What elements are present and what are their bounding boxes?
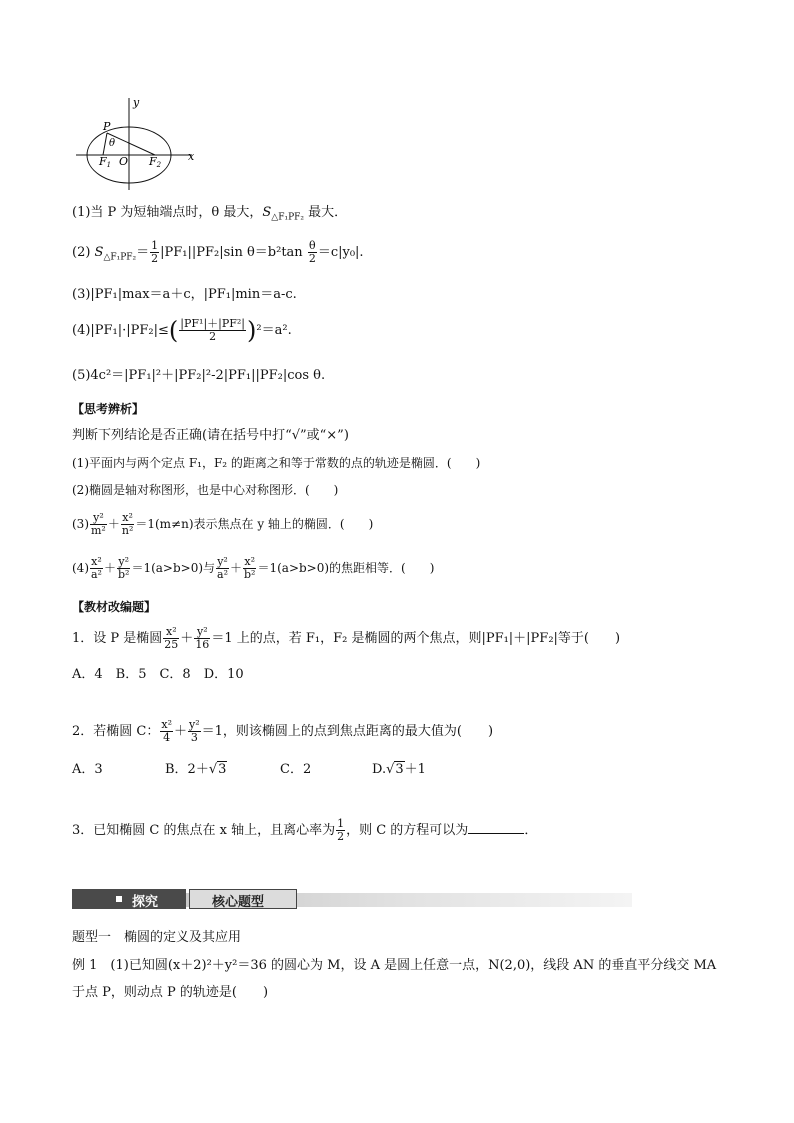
numerator: x² — [161, 718, 172, 731]
judge-q2: (2)椭圆是轴对称图形，也是中心对称图形．( ) — [72, 483, 339, 497]
q4-frac-4 — [243, 556, 256, 581]
property-1-end: 最大． — [303, 205, 348, 220]
judge-q1: (1)平面内与两个定点 F₁，F₂ 的距离之和等于常数的点的轨迹是椭圆．( ) — [72, 456, 481, 470]
property-3: (3)|PF₁|max＝a＋c，|PF₁|min＝a-c. — [72, 287, 297, 302]
denominator: m² — [91, 524, 106, 537]
numerator: y² — [90, 512, 107, 525]
problem-2-option-c: C．2 — [280, 762, 312, 777]
judge-q4 — [72, 556, 434, 581]
numerator: y² — [118, 555, 130, 568]
p2-end: ＝1，则该椭圆上的点到焦点距离的最大值为( ) — [201, 724, 494, 739]
banner-left-label: 探究 — [132, 895, 159, 910]
radicand: 3 — [395, 762, 404, 777]
property-2-prefix: (2) — [72, 245, 95, 260]
example-1-line-2: 于点 P，则动点 P 的轨迹是( ) — [72, 985, 269, 1000]
q4-frac-1 — [90, 556, 103, 581]
plus: ＋ — [180, 631, 194, 646]
numerator: |PF¹|＋|PF²| — [180, 317, 246, 330]
property-4-end: ²＝a². — [256, 323, 292, 338]
q3-prefix: (3) — [72, 517, 89, 531]
property-5: (5)4c²＝|PF₁|²＋|PF₂|²-2|PF₁||PF₂|cos θ. — [72, 368, 326, 383]
denominator: b² — [117, 568, 130, 581]
banner-dark-tab — [72, 889, 186, 909]
numerator: θ — [309, 239, 316, 252]
p2-frac-1 — [160, 719, 173, 744]
area-symbol: S — [94, 245, 104, 260]
plus: ＋ — [173, 724, 187, 739]
problem-2 — [72, 719, 493, 744]
label-P: P — [103, 120, 111, 133]
p1-frac-1 — [163, 626, 179, 651]
q4-frac-3 — [216, 556, 229, 581]
problem-3 — [72, 818, 537, 843]
numerator: x² — [244, 555, 256, 568]
p1-frac-2 — [194, 626, 210, 651]
fraction-half — [150, 240, 159, 265]
numerator: x² — [163, 626, 179, 639]
numerator: 1 — [337, 817, 345, 830]
option-b-prefix: B．2＋ — [165, 762, 209, 777]
p1-end: ＝1 上的点，若 F₁，F₂ 是椭圆的两个焦点，则|PF₁|＋|PF₂|等于( ) — [211, 631, 621, 646]
radicand: 3 — [218, 762, 227, 777]
label-x: x — [188, 150, 195, 163]
equals: ＝ — [136, 245, 150, 260]
property-1-text: (1)当 P 为短轴端点时，θ 最大， — [72, 205, 263, 220]
problem-1 — [72, 626, 620, 651]
judge-intro: 判断下列结论是否正确(请在括号中打“√”或“×”) — [72, 428, 349, 443]
denominator: 2 — [151, 252, 159, 265]
label-F1: F1 — [99, 155, 112, 169]
segment-PF1 — [103, 133, 107, 155]
q4-prefix: (4) — [72, 561, 89, 575]
area-subscript: △F₁PF₂ — [271, 212, 304, 223]
q4-mid: ＝1(a>b>0)与 — [131, 561, 216, 575]
denominator: b² — [244, 568, 256, 581]
option-d-end: ＋1 — [404, 762, 426, 777]
q4-end: ＝1(a>b>0)的焦距相等．( ) — [257, 561, 435, 575]
section-banner — [72, 889, 632, 911]
denominator: 16 — [195, 638, 210, 651]
section-think-label: 【思考辨析】 — [72, 402, 145, 416]
problem-2-option-d: D.√3＋1 — [372, 762, 426, 777]
denominator: n² — [121, 524, 134, 537]
problem-2-option-b: B．2＋√3 — [165, 762, 227, 777]
property-2-mid: |PF₁||PF₂|sin θ＝b²tan — [160, 245, 307, 260]
plus: ＋ — [107, 517, 120, 531]
problem-1-options: A．4 B．5 C．8 D．10 — [72, 667, 244, 682]
left-paren: ( — [168, 316, 179, 345]
label-y: y — [133, 96, 140, 109]
example-1-line-1: 例 1 (1)已知圆(x＋2)²＋y²＝36 的圆心为 M，设 A 是圆上任意一点，N(2,0)，线段 AN 的垂直平分线交 MA — [72, 958, 717, 973]
denominator: 2 — [209, 330, 217, 343]
denominator: 2 — [308, 252, 316, 265]
numerator: x² — [122, 511, 133, 524]
property-2-end: ＝c|y₀|. — [317, 245, 364, 260]
ellipse-diagram — [72, 94, 202, 194]
plus: ＋ — [230, 561, 243, 575]
numerator: y² — [217, 555, 228, 568]
label-theta: θ — [109, 138, 116, 149]
right-paren: ) — [247, 316, 257, 345]
numerator: x² — [91, 555, 102, 568]
fraction-theta-half — [308, 240, 317, 265]
section-textbook-label: 【教材改编题】 — [72, 600, 157, 614]
topic-title: 题型一 椭圆的定义及其应用 — [72, 930, 242, 945]
q4-frac-2 — [117, 556, 130, 581]
area-subscript: △F₁PF₂ — [103, 252, 137, 263]
p1-prefix: 1．设 P 是椭圆 — [72, 631, 163, 646]
label-F2: F2 — [149, 155, 162, 169]
numerator: y² — [189, 718, 200, 731]
p3-end: ，则 C 的方程可以为 — [346, 823, 469, 838]
q3-frac-1 — [90, 512, 107, 537]
banner-right-label: 核心题型 — [212, 895, 265, 910]
property-1 — [72, 205, 347, 226]
denominator: 25 — [164, 638, 179, 651]
p3-frac — [336, 818, 345, 843]
fraction-sum — [179, 318, 246, 343]
plus: ＋ — [103, 561, 116, 575]
denominator: 2 — [337, 830, 345, 843]
q3-end: ＝1(m≠n)表示焦点在 y 轴上的椭圆．( ) — [135, 517, 374, 531]
property-2 — [72, 240, 364, 266]
denominator: 3 — [190, 731, 198, 744]
denominator: a² — [91, 568, 102, 581]
p3-prefix: 3．已知椭圆 C 的焦点在 x 轴上，且离心率为 — [72, 823, 336, 838]
option-d-prefix: D. — [372, 762, 387, 777]
property-4 — [72, 318, 292, 343]
numerator: y² — [194, 626, 210, 639]
p2-frac-2 — [188, 719, 201, 744]
numerator: 1 — [151, 239, 159, 252]
area-symbol: S — [262, 205, 272, 220]
judge-q3 — [72, 512, 373, 537]
square-bullet-icon — [116, 896, 122, 902]
p3-dot: ． — [524, 823, 538, 838]
label-O: O — [119, 155, 129, 168]
answer-blank[interactable] — [468, 821, 524, 834]
problem-2-option-a: A．3 — [72, 762, 103, 777]
denominator: 4 — [163, 731, 171, 744]
property-4-prefix: (4)|PF₁|·|PF₂|≤ — [72, 323, 169, 338]
q3-frac-2 — [121, 512, 135, 537]
p2-prefix: 2．若椭圆 C： — [72, 724, 160, 739]
denominator: a² — [217, 568, 228, 581]
